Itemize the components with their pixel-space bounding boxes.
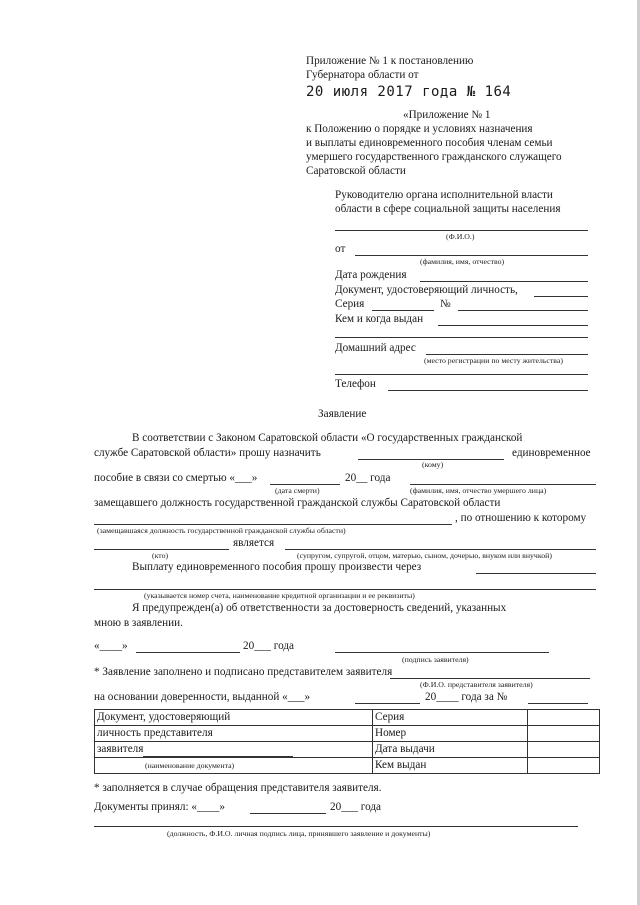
position-hint: (замещавшаяся должность государственной гражданской службы области)	[97, 526, 346, 535]
representative-line: * Заявление заполнено и подписано представителем заявителя	[94, 666, 393, 678]
doc-name-line-2: личность представителя	[95, 726, 373, 742]
doc-number-label: Номер	[373, 726, 528, 742]
relation-line[interactable]	[285, 549, 596, 550]
position-line[interactable]	[94, 524, 452, 525]
body-line-4: замещавшего должность государственной гражданской службы Саратовской области	[94, 497, 501, 509]
phone-label: Телефон	[335, 378, 376, 390]
appendix-line-3: умершего государственного гражданского служащего	[306, 151, 562, 163]
to-whom-hint: (кому)	[422, 460, 444, 469]
accepted-label: Документы принял: «____»	[94, 801, 225, 813]
body-line-2a: службе Саратовской области» прошу назначить	[94, 447, 321, 459]
header-line-2: Губернатора области от	[306, 69, 419, 81]
representative-name-line[interactable]	[390, 678, 590, 679]
payment-line-blank[interactable]	[476, 573, 596, 574]
proxy-line-a: на основании доверенности, выданной «___»	[94, 691, 311, 703]
who-line[interactable]	[94, 549, 229, 550]
doc-name-line-3	[95, 742, 373, 758]
birth-label: Дата рождения	[335, 269, 407, 281]
body-line-3a: пособие в связи со смертью «___»	[94, 472, 258, 484]
addressee-line-2: области в сфере социальной защиты населения	[335, 203, 561, 215]
doc-name-hint: (наименование документа)	[95, 758, 373, 774]
doc-series-label: Серия	[373, 710, 528, 726]
account-line[interactable]	[94, 589, 596, 590]
body-line-3b: 20__ года	[345, 472, 391, 484]
representative-doc-table	[94, 709, 600, 774]
doc-issue-date-cell[interactable]	[528, 742, 600, 758]
relation-hint: (супругом, супругой, отцом, матерью, сыном, дочерью, внуком или внучкой)	[297, 551, 552, 560]
from-name-hint: (фамилия, имя, отчество)	[420, 257, 505, 266]
sign-date-year: 20___ года	[243, 640, 295, 652]
fio-line[interactable]	[335, 230, 588, 231]
fio-hint: (Ф.И.О.)	[446, 232, 475, 241]
addressee-line-1: Руководителю органа исполнительной власти	[335, 189, 553, 201]
number-label: №	[440, 298, 451, 310]
issued-line[interactable]	[438, 325, 588, 326]
doc-series-cell[interactable]	[528, 710, 600, 726]
warning-line-1: Я предупрежден(а) об ответственности за достоверность сведений, указанных	[132, 602, 507, 614]
acceptor-line[interactable]	[94, 826, 578, 827]
identity-doc-line[interactable]	[534, 296, 588, 297]
series-label: Серия	[335, 298, 365, 310]
payment-line: Выплату единовременного пособия прошу произвести через	[132, 561, 422, 573]
doc-name-line-1: Документ, удостоверяющий	[95, 710, 373, 726]
appendix-title: «Приложение № 1	[403, 109, 491, 121]
doc-number-cell[interactable]	[528, 726, 600, 742]
proxy-month-line[interactable]	[355, 703, 420, 704]
header-line-1: Приложение № 1 к постановлению	[306, 55, 474, 67]
doc-issue-date-label: Дата выдачи	[373, 742, 528, 758]
table-row	[95, 710, 600, 726]
who-hint: (кто)	[152, 551, 169, 560]
appendix-line-1: к Положению о порядке и условиях назначения	[306, 123, 533, 135]
signature-hint: (подпись заявителя)	[402, 655, 469, 664]
appendix-line-2: и выплаты единовременного пособия членам семьи	[306, 137, 553, 149]
table-row	[95, 742, 600, 758]
acceptor-hint: (должность, Ф.И.О. личная подпись лица, принявшего заявление и документы)	[167, 829, 431, 838]
doc-issued-by-cell[interactable]	[528, 758, 600, 774]
proxy-line-b: 20____ года за №	[425, 691, 508, 703]
document-title: Заявление	[318, 408, 367, 420]
is-label: является	[233, 537, 275, 549]
account-hint: (указывается номер счета, наименование кредитной организации и ее реквизиты)	[144, 591, 415, 600]
proxy-number-line[interactable]	[528, 703, 588, 704]
appendix-line-4: Саратовской области	[306, 165, 406, 177]
body-line-1: В соответствии с Законом Саратовской области «О государственных гражданской	[132, 432, 523, 444]
body-line-2b: единовременное	[512, 447, 591, 459]
address-hint: (место регистрации по месту жительства)	[424, 356, 563, 365]
sign-date-day: «____»	[94, 640, 128, 652]
accepted-year: 20___ года	[330, 801, 382, 813]
footer-note: * заполняется в случае обращения представителя заявителя.	[94, 782, 382, 794]
deceased-name-line[interactable]	[410, 484, 596, 485]
issued-line-2[interactable]	[335, 337, 588, 338]
doc-name-label: заявителя	[97, 743, 144, 755]
series-line[interactable]	[372, 310, 434, 311]
warning-line-2: мною в заявлении.	[94, 617, 183, 629]
body-line-5: , по отношению к которому	[455, 512, 587, 524]
from-label: от	[335, 243, 346, 255]
issued-label: Кем и когда выдан	[335, 313, 424, 325]
birth-line[interactable]	[420, 281, 588, 282]
number-line[interactable]	[458, 310, 588, 311]
table-row	[95, 758, 600, 774]
address-line[interactable]	[426, 354, 588, 355]
deceased-hint: (фамилия, имя, отчество умершего лица)	[410, 486, 547, 495]
address-line-2[interactable]	[335, 374, 588, 375]
table-row	[95, 726, 600, 742]
death-date-hint: (дата смерти)	[275, 486, 320, 495]
identity-doc-label: Документ, удостоверяющий личность,	[335, 284, 518, 296]
sign-date-month-line[interactable]	[136, 652, 240, 653]
representative-hint: (Ф.И.О. представителя заявителя)	[420, 680, 533, 689]
from-name-line[interactable]	[355, 255, 588, 256]
phone-line[interactable]	[388, 390, 588, 391]
header-decree-date: 20 июля 2017 года № 164	[306, 84, 512, 100]
accepted-month-line[interactable]	[250, 813, 326, 814]
death-date-line[interactable]	[270, 484, 340, 485]
signature-line[interactable]	[335, 652, 549, 653]
doc-issued-by-label: Кем выдан	[373, 758, 528, 774]
doc-name-blank[interactable]	[143, 746, 293, 757]
address-label: Домашний адрес	[335, 342, 416, 354]
